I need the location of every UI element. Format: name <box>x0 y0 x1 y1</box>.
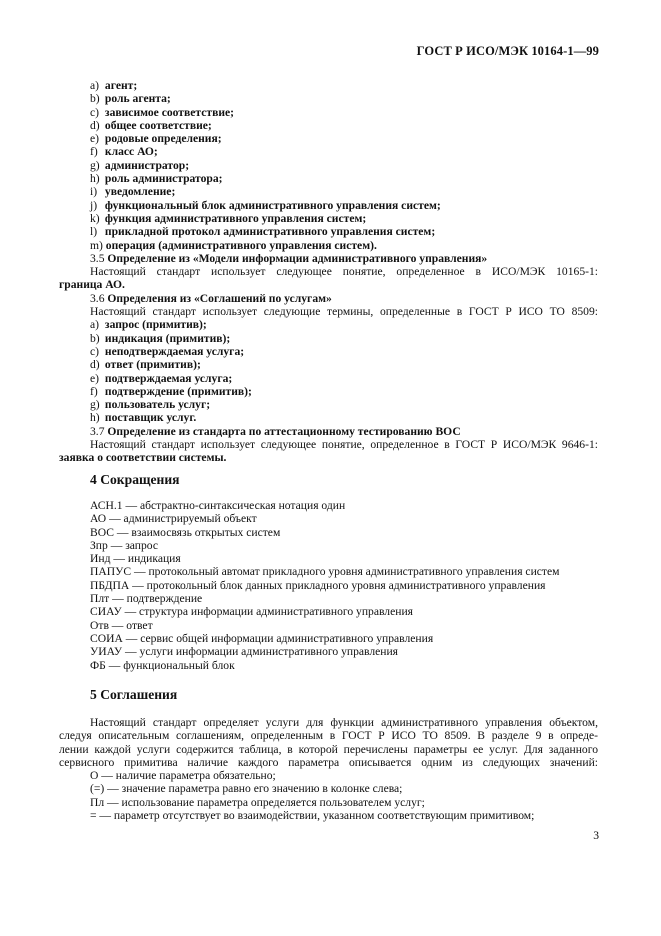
list-item: b) роль агента; <box>90 92 171 106</box>
list-item: ПАПУС — протокольный автомат прикладного уровня административного управления систем <box>90 565 560 579</box>
list-item: Инд — индикация <box>90 552 181 566</box>
list-item: j) функциональный блок административного управления систем; <box>90 198 441 212</box>
list-item: l) прикладной протокол административного управления систем; <box>90 225 436 239</box>
terms-list <box>59 79 598 465</box>
value-line: (=) — значение параметра равно его значению в колонке слева; <box>90 782 403 796</box>
list-item: f) класс АО; <box>90 145 158 159</box>
list-item: Отв — ответ <box>90 618 153 632</box>
subsection-3-7-title: 3.7 Определение из стандарта по аттестационному тестированию ВОС <box>90 424 461 438</box>
value-line: Пл — использование параметра определяется пользователем услуг; <box>90 795 425 809</box>
list-item: a) запрос (примитив); <box>90 318 207 332</box>
list-item: Зпр — запрос <box>90 538 159 552</box>
subsection-3-5-title: 3.5 Определение из «Модели информации административного управления» <box>90 251 488 265</box>
list-item: e) родовые определения; <box>90 132 222 146</box>
list-item: g) администратор; <box>90 158 190 172</box>
list-item: m) операция (административного управления систем). <box>90 238 377 252</box>
list-item: Плт — подтверждение <box>90 592 203 606</box>
subsection-3-7-intro: Настоящий стандарт использует следующее понятие, определенное в ГОСТ Р ИСО/МЭК 9646-1: <box>90 438 598 452</box>
list-item: c) неподтверждаемая услуга; <box>90 344 245 358</box>
value-line: О — наличие параметра обязательно; <box>90 769 276 783</box>
section-5-heading: 5 Соглашения <box>90 687 178 702</box>
subsection-3-5-intro: Настоящий стандарт использует следующее понятие, определенное в ИСО/МЭК 10165-1: <box>90 265 598 279</box>
document-code-header: ГОСТ Р ИСО/МЭК 10164-1—99 <box>416 44 599 58</box>
paragraph-line: Настоящий стандарт определяет услуги для функции административного управления объектом, <box>90 716 598 729</box>
paragraph-line: сервисного примитива наличие каждого параметра описывается одним из следующих значений: <box>59 755 598 769</box>
list-item: c) зависимое соответствие; <box>90 105 235 119</box>
list-item: ВОС — взаимосвязь открытых систем <box>90 525 281 539</box>
list-item: g) пользователь услуг; <box>90 398 211 412</box>
list-item: ФБ — функциональный блок <box>90 658 235 672</box>
section-4-heading: 4 Сокращения <box>90 472 180 487</box>
list-item: АСН.1 — абстрактно-синтаксическая нотация один <box>90 499 346 512</box>
list-item: d) ответ (примитив); <box>90 358 201 372</box>
list-item: k) функция административного управления систем; <box>90 211 367 225</box>
list-item: a) агент; <box>90 79 138 92</box>
paragraph-line: лении каждой услуги содержится таблица, в которой перечислены параметры ее услуг. Для заданного <box>59 742 598 756</box>
subsection-3-7-term: заявка о соответствии системы. <box>59 451 227 465</box>
list-item: УИАУ — услуги информации административного управления <box>90 645 399 659</box>
abbreviations-list <box>90 500 610 673</box>
value-line: = — параметр отсутствует во взаимодействии, указанном соответствующим примитивом; <box>90 809 535 823</box>
list-item: d) общее соответствие; <box>90 118 212 132</box>
list-item: h) поставщик услуг. <box>90 411 197 425</box>
paragraph-line: следуя описательным соглашениям, определенным в ГОСТ Р ИСО ТО 8509. В разделе 9 в опреде- <box>59 729 598 743</box>
list-item: h) роль администратора; <box>90 172 223 186</box>
list-item: СОИА — сервис общей информации административного управления <box>90 631 434 645</box>
list-item: i) уведомление; <box>90 185 176 199</box>
list-item: b) индикация (примитив); <box>90 331 231 345</box>
list-item: f) подтверждение (примитив); <box>90 384 252 398</box>
subsection-3-6-title: 3.6 Определения из «Соглашений по услугам» <box>90 291 332 305</box>
list-item: e) подтверждаемая услуга; <box>90 371 233 385</box>
section-5-paragraph <box>59 716 598 823</box>
list-item: СИАУ — структура информации административного управления <box>90 605 413 619</box>
page-number: 3 <box>593 829 599 842</box>
subsection-3-5-term: граница АО. <box>59 278 125 292</box>
subsection-3-6-intro: Настоящий стандарт использует следующие термины, определенные в ГОСТ Р ИСО ТО 8509: <box>90 305 598 319</box>
list-item: АО — администрируемый объект <box>90 512 257 526</box>
list-item: ПБДПА — протокольный блок данных прикладного уровня административного управления <box>90 578 546 592</box>
